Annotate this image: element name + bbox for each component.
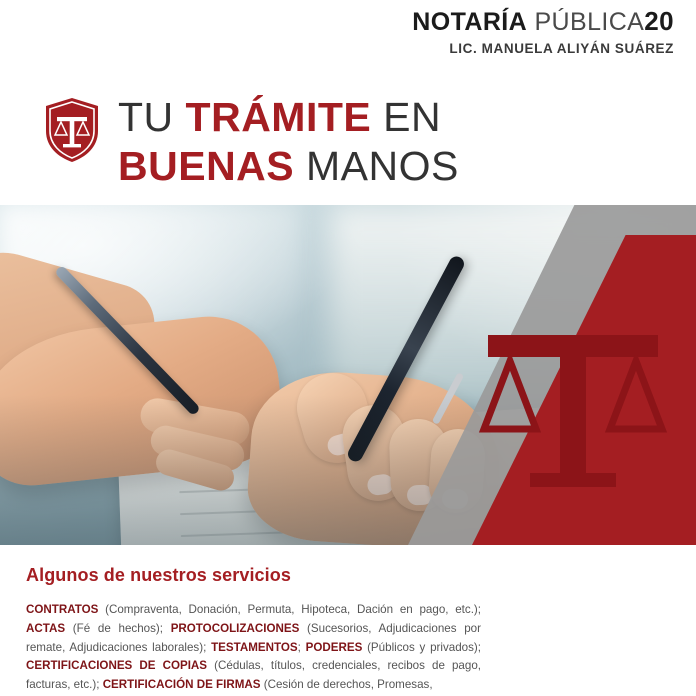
service-term: CONTRATOS (26, 603, 99, 616)
service-detail: (Cédulas, títulos, credenciales, recibos de pago, facturas, etc.); (26, 659, 482, 692)
service-detail: (Sucesorios, Adjudicaciones por remate, Adjudicaciones laborales); (26, 621, 481, 654)
photo-bottom-shadow (0, 395, 696, 545)
brand-number: 20 (644, 6, 674, 36)
headline (118, 96, 459, 189)
headline-manos: MANOS (294, 143, 459, 190)
service-term: ACTAS (26, 621, 66, 635)
header (0, 0, 696, 205)
shield-scales-icon (44, 97, 100, 163)
service-term: PROTOCOLIZACIONES (170, 621, 300, 635)
service-detail: (Cesión de derechos, Promesas, (260, 678, 433, 692)
service-detail: (Fé de hechos); (65, 621, 163, 635)
brand-subtitle: LIC. MANUELA ALIYÁN SUÁREZ (449, 41, 674, 56)
service-term: TESTAMENTOS (211, 640, 298, 654)
headline-tu: TU (118, 94, 186, 140)
brand-name-part1: NOTARÍA (412, 8, 528, 36)
service-term: PODERES (305, 640, 363, 654)
headline-line-2 (118, 145, 459, 188)
services-title: Algunos de nuestros servicios (26, 565, 291, 585)
headline-en: EN (371, 94, 442, 140)
service-term: CERTIFICACIONES DE COPIAS (26, 659, 208, 673)
service-detail: ; (297, 640, 301, 654)
services-section (0, 545, 696, 696)
brand-block (412, 8, 674, 56)
headline-line-1 (118, 96, 459, 139)
service-detail: (Compraventa, Donación, Permuta, Hipoteca, Dación en pago, etc.); (98, 603, 481, 616)
hero-photo (0, 205, 696, 545)
brand-title (412, 8, 674, 35)
service-detail: (Públicos y privados); (362, 640, 481, 654)
services-list (26, 601, 481, 695)
service-term: CERTIFICACIÓN DE FIRMAS (102, 678, 261, 692)
brand-name-part2: PÚBLICA (534, 8, 645, 36)
headline-buenas: BUENAS (118, 143, 295, 190)
headline-tramite: TRÁMITE (185, 94, 372, 140)
